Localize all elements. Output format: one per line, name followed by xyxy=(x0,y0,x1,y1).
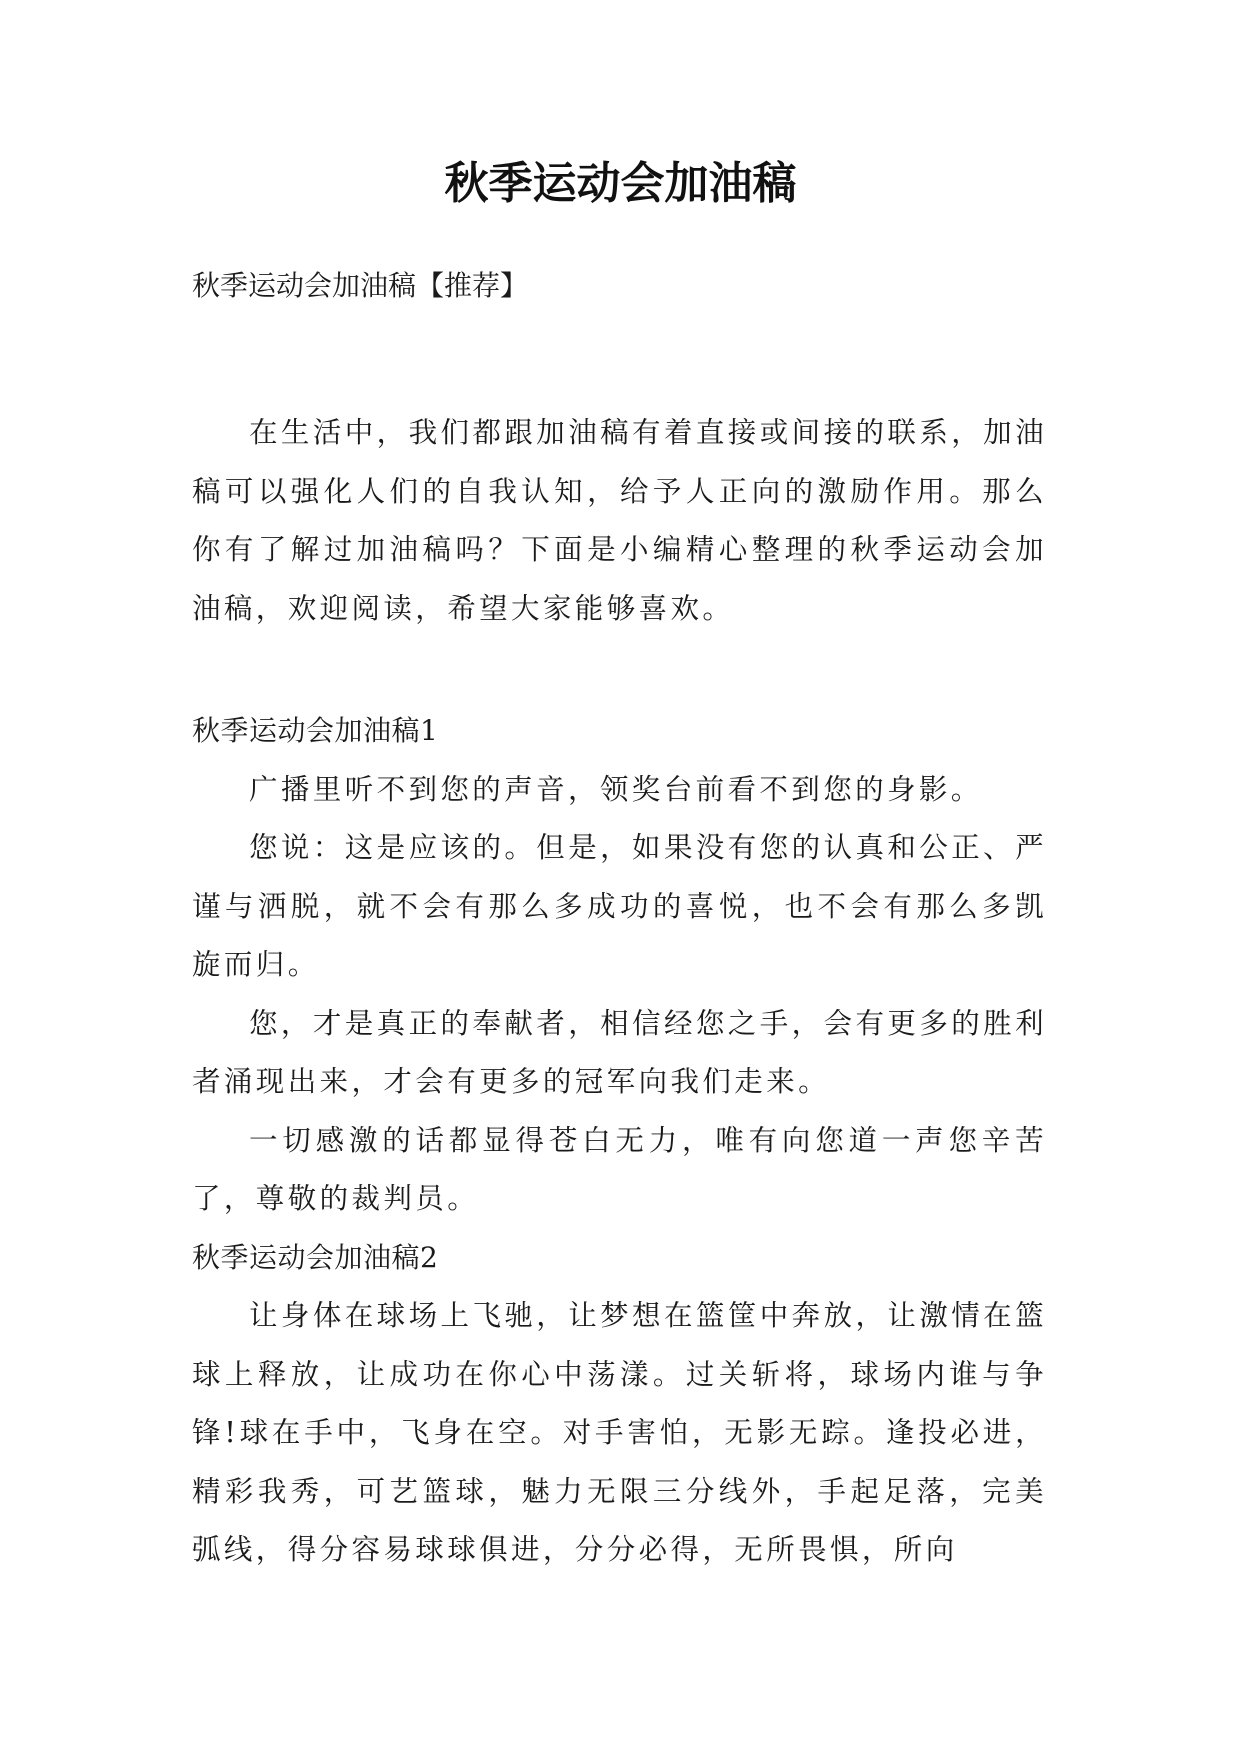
section-1-paragraph-1: 广播里听不到您的声音，领奖台前看不到您的身影。 xyxy=(249,772,983,806)
section-1-paragraph-2: 您说：这是应该的。但是，如果没有您的认真和公正、严谨与洒脱，就不会有那么多成功的喜悦，也不会有那么多凯旋而归。 xyxy=(192,831,1047,981)
section-2-paragraph-1: 让身体在球场上飞驰，让梦想在篮筐中奔放，让激情在篮球上释放，让成功在你心中荡漾。过关斩将，球场内谁与争锋!球在手中，飞身在空。对手害怕，无影无踪。逢投必进，精彩我秀，可艺篮球，魅力无限三分线外，手起足落，完美弧线，得分容易球球俱进，分分必得，无所畏惧，所向 xyxy=(192,1299,1047,1566)
section-heading-2: 秋季运动会加油稿2 xyxy=(192,1240,439,1274)
document-subtitle: 秋季运动会加油稿【推荐】 xyxy=(192,269,529,302)
section-1-paragraph-3: 您，才是真正的奉献者，相信经您之手，会有更多的胜利者涌现出来，才会有更多的冠军向我们走来。 xyxy=(192,1006,1047,1098)
page-title: 秋季运动会加油稿 xyxy=(444,158,797,209)
document-body xyxy=(192,404,1047,1580)
section-heading-1: 秋季运动会加油稿1 xyxy=(192,714,439,747)
section-1-paragraph-4: 一切感激的话都显得苍白无力，唯有向您道一声您辛苦了，尊敬的裁判员。 xyxy=(192,1123,1047,1215)
intro-paragraph: 在生活中，我们都跟加油稿有着直接或间接的联系，加油稿可以强化人们的自我认知，给予人正向的激励作用。那么你有了解过加油稿吗？下面是小编精心整理的秋季运动会加油稿，欢迎阅读，希望大家能够喜欢。 xyxy=(192,416,1047,625)
